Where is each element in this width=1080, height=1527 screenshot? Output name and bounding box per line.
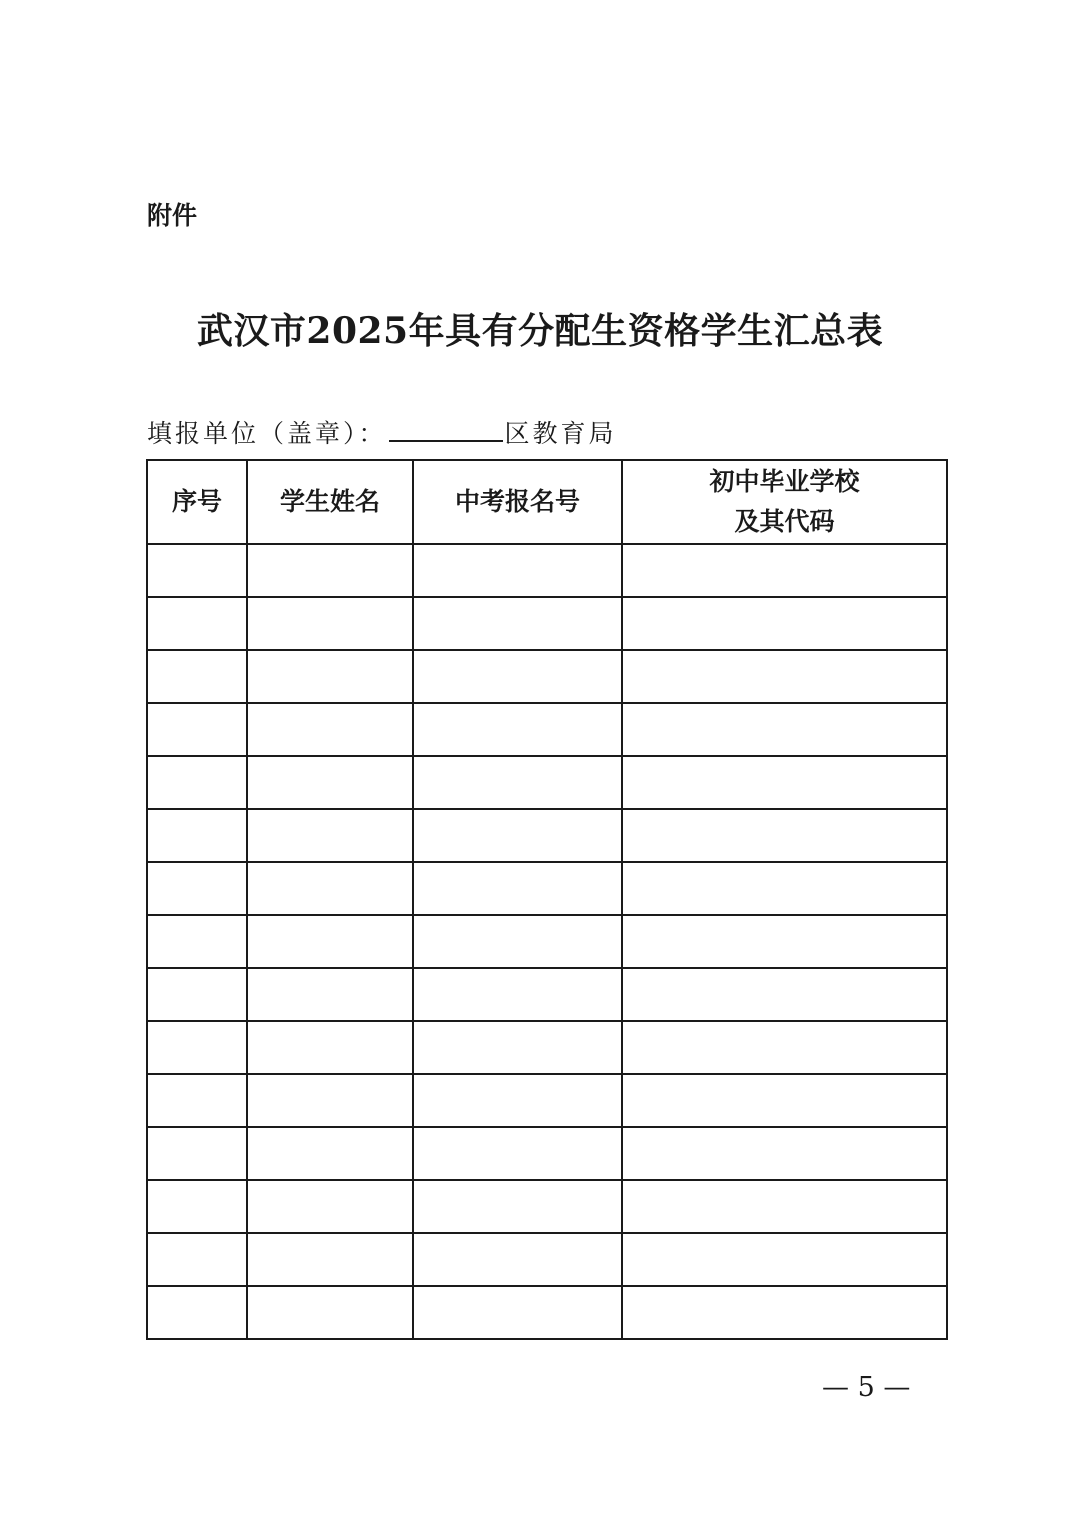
table-cell[interactable] <box>247 597 413 650</box>
table-row <box>147 862 947 915</box>
table-cell[interactable] <box>622 756 947 809</box>
table-cell[interactable] <box>147 597 247 650</box>
table-cell[interactable] <box>247 809 413 862</box>
table-cell[interactable] <box>147 1180 247 1233</box>
table-cell[interactable] <box>247 862 413 915</box>
table-cell[interactable] <box>247 968 413 1021</box>
table-cell[interactable] <box>247 1233 413 1286</box>
header-junior-school-and-code <box>622 460 947 544</box>
table-row <box>147 703 947 756</box>
table-cell[interactable] <box>147 544 247 597</box>
table-row <box>147 809 947 862</box>
table-cell[interactable] <box>247 1074 413 1127</box>
table-cell[interactable] <box>622 1286 947 1339</box>
table-row <box>147 544 947 597</box>
table-row <box>147 756 947 809</box>
table-cell[interactable] <box>622 1021 947 1074</box>
table-cell[interactable] <box>413 703 622 756</box>
table-body <box>147 544 947 1339</box>
table-row <box>147 915 947 968</box>
table-cell[interactable] <box>247 1021 413 1074</box>
table-row <box>147 650 947 703</box>
table-row <box>147 597 947 650</box>
table-cell[interactable] <box>247 915 413 968</box>
table-row <box>147 968 947 1021</box>
table-cell[interactable] <box>413 1233 622 1286</box>
table-cell[interactable] <box>413 650 622 703</box>
table-cell[interactable] <box>413 756 622 809</box>
table-row <box>147 1127 947 1180</box>
table-cell[interactable] <box>147 1127 247 1180</box>
table-cell[interactable] <box>147 1021 247 1074</box>
table-cell[interactable] <box>413 915 622 968</box>
table-cell[interactable] <box>413 1286 622 1339</box>
table-cell[interactable] <box>413 1180 622 1233</box>
fill-unit-prefix: 填报单位（盖章）： <box>147 419 387 448</box>
table-cell[interactable] <box>247 650 413 703</box>
table-cell[interactable] <box>413 968 622 1021</box>
table-cell[interactable] <box>147 1286 247 1339</box>
table-header-row <box>147 460 947 544</box>
table-row <box>147 1233 947 1286</box>
document-title: 武汉市2025年具有分配生资格学生汇总表 <box>196 310 884 352</box>
table-cell[interactable] <box>147 756 247 809</box>
table-cell[interactable] <box>622 544 947 597</box>
table-cell[interactable] <box>622 1180 947 1233</box>
table-cell[interactable] <box>622 597 947 650</box>
table-cell[interactable] <box>247 703 413 756</box>
fill-unit-blank[interactable] <box>389 413 503 442</box>
table-cell[interactable] <box>147 915 247 968</box>
header-junior-school-line-1: 初中毕业学校 <box>709 467 860 496</box>
table-row <box>147 1021 947 1074</box>
table-cell[interactable] <box>622 650 947 703</box>
fill-unit-suffix: 区教育局 <box>504 419 617 448</box>
table-cell[interactable] <box>622 1233 947 1286</box>
table-cell[interactable] <box>413 1021 622 1074</box>
table-cell[interactable] <box>247 756 413 809</box>
header-exam-registration-number: 中考报名号 <box>413 460 622 544</box>
table-cell[interactable] <box>622 862 947 915</box>
table-cell[interactable] <box>413 544 622 597</box>
table-cell[interactable] <box>147 1074 247 1127</box>
table-cell[interactable] <box>622 1074 947 1127</box>
table-cell[interactable] <box>622 703 947 756</box>
header-serial-number: 序号 <box>147 460 247 544</box>
table-cell[interactable] <box>622 968 947 1021</box>
table-row <box>147 1180 947 1233</box>
page-number: — 5 — <box>822 1372 911 1403</box>
table-cell[interactable] <box>147 1233 247 1286</box>
table-cell[interactable] <box>147 968 247 1021</box>
fill-unit-line <box>147 413 617 453</box>
table-cell[interactable] <box>413 597 622 650</box>
table-cell[interactable] <box>147 703 247 756</box>
header-junior-school-line-2: 及其代码 <box>734 507 835 536</box>
table-cell[interactable] <box>247 544 413 597</box>
table-row <box>147 1286 947 1339</box>
table-row <box>147 1074 947 1127</box>
attachment-label: 附件 <box>147 201 198 230</box>
table-cell[interactable] <box>247 1286 413 1339</box>
table-cell[interactable] <box>413 862 622 915</box>
table-cell[interactable] <box>147 862 247 915</box>
table-cell[interactable] <box>147 809 247 862</box>
table-cell[interactable] <box>622 915 947 968</box>
table-cell[interactable] <box>413 809 622 862</box>
table-cell[interactable] <box>413 1074 622 1127</box>
table-cell[interactable] <box>622 1127 947 1180</box>
summary-table <box>146 459 948 1340</box>
header-student-name: 学生姓名 <box>247 460 413 544</box>
table-cell[interactable] <box>413 1127 622 1180</box>
table-cell[interactable] <box>622 809 947 862</box>
table-cell[interactable] <box>247 1127 413 1180</box>
table-cell[interactable] <box>147 650 247 703</box>
table-cell[interactable] <box>247 1180 413 1233</box>
